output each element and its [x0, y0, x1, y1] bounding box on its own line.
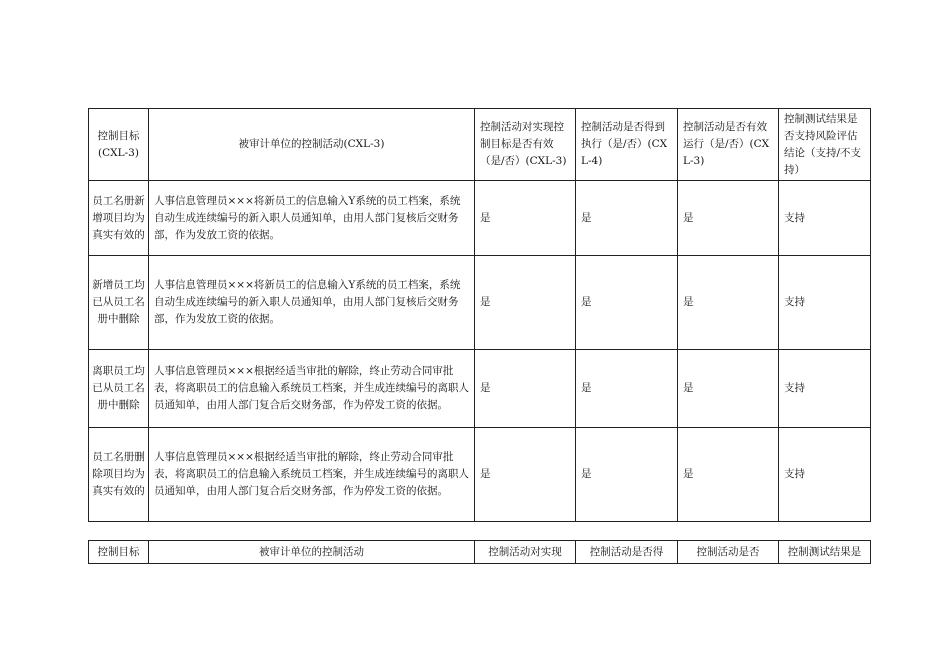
header-effective: 控制活动对实现控制目标是否有效（是/否）(CXL-3) — [475, 109, 576, 181]
header-effective: 控制活动对实现 — [475, 541, 576, 564]
row-executed: 是 — [576, 256, 678, 350]
header-control-activity: 被审计单位的控制活动 — [149, 541, 475, 564]
row-operating: 是 — [678, 256, 779, 350]
row-effective: 是 — [475, 350, 576, 428]
header-control-goal: 控制目标 — [89, 541, 149, 564]
row-activity: 人事信息管理员×××将新员工的信息输入Y系统的员工档案，系统自动生成连续编号的新入职人员通知单，由用人部门复核后交财务部，作为发放工资的依据。 — [149, 181, 475, 256]
table-row — [89, 428, 871, 522]
header-test-result: 控制测试结果是 — [779, 541, 871, 564]
row-operating: 是 — [678, 350, 779, 428]
row-result: 支持 — [779, 428, 871, 522]
row-goal: 员工名册删除项目均为真实有效的 — [89, 428, 149, 522]
control-test-table — [88, 108, 871, 522]
header-control-goal: 控制目标(CXL-3) — [89, 109, 149, 181]
row-goal: 员工名册新增项目均为真实有效的 — [89, 181, 149, 256]
row-effective: 是 — [475, 256, 576, 350]
table-row — [89, 181, 871, 256]
row-goal: 新增员工均已从员工名册中删除 — [89, 256, 149, 350]
header-executed: 控制活动是否得到执行（是/否）(CXL-4) — [576, 109, 678, 181]
table-row — [89, 350, 871, 428]
row-operating: 是 — [678, 181, 779, 256]
row-effective: 是 — [475, 428, 576, 522]
row-activity: 人事信息管理员×××根据经适当审批的解除，终止劳动合同审批表，将离职员工的信息输入系统员工档案，并生成连续编号的离职人员通知单，由用人部门复合后交财务部，作为停发工资的依据。 — [149, 350, 475, 428]
row-executed: 是 — [576, 181, 678, 256]
table-row — [89, 256, 871, 350]
row-executed: 是 — [576, 428, 678, 522]
control-test-table-continued — [88, 540, 871, 564]
row-result: 支持 — [779, 350, 871, 428]
row-activity: 人事信息管理员×××将新员工的信息输入Y系统的员工档案，系统自动生成连续编号的新入职人员通知单，由用人部门复核后交财务部，作为发放工资的依据。 — [149, 256, 475, 350]
row-operating: 是 — [678, 428, 779, 522]
header-control-activity: 被审计单位的控制活动(CXL-3) — [149, 109, 475, 181]
row-result: 支持 — [779, 181, 871, 256]
row-executed: 是 — [576, 350, 678, 428]
header-executed: 控制活动是否得 — [576, 541, 678, 564]
header-operating: 控制活动是否有效运行（是/否）(CXL-3) — [678, 109, 779, 181]
table-header-row — [89, 541, 871, 564]
header-test-result: 控制测试结果是否支持风险评估结论（支持/不支持） — [779, 109, 871, 181]
table-header-row — [89, 109, 871, 181]
row-activity: 人事信息管理员×××根据经适当审批的解除，终止劳动合同审批表，将离职员工的信息输入系统员工档案，并生成连续编号的离职人员通知单，由用人部门复合后交财务部，作为停发工资的依据。 — [149, 428, 475, 522]
row-goal: 离职员工均已从员工名册中删除 — [89, 350, 149, 428]
row-effective: 是 — [475, 181, 576, 256]
header-operating: 控制活动是否 — [678, 541, 779, 564]
row-result: 支持 — [779, 256, 871, 350]
